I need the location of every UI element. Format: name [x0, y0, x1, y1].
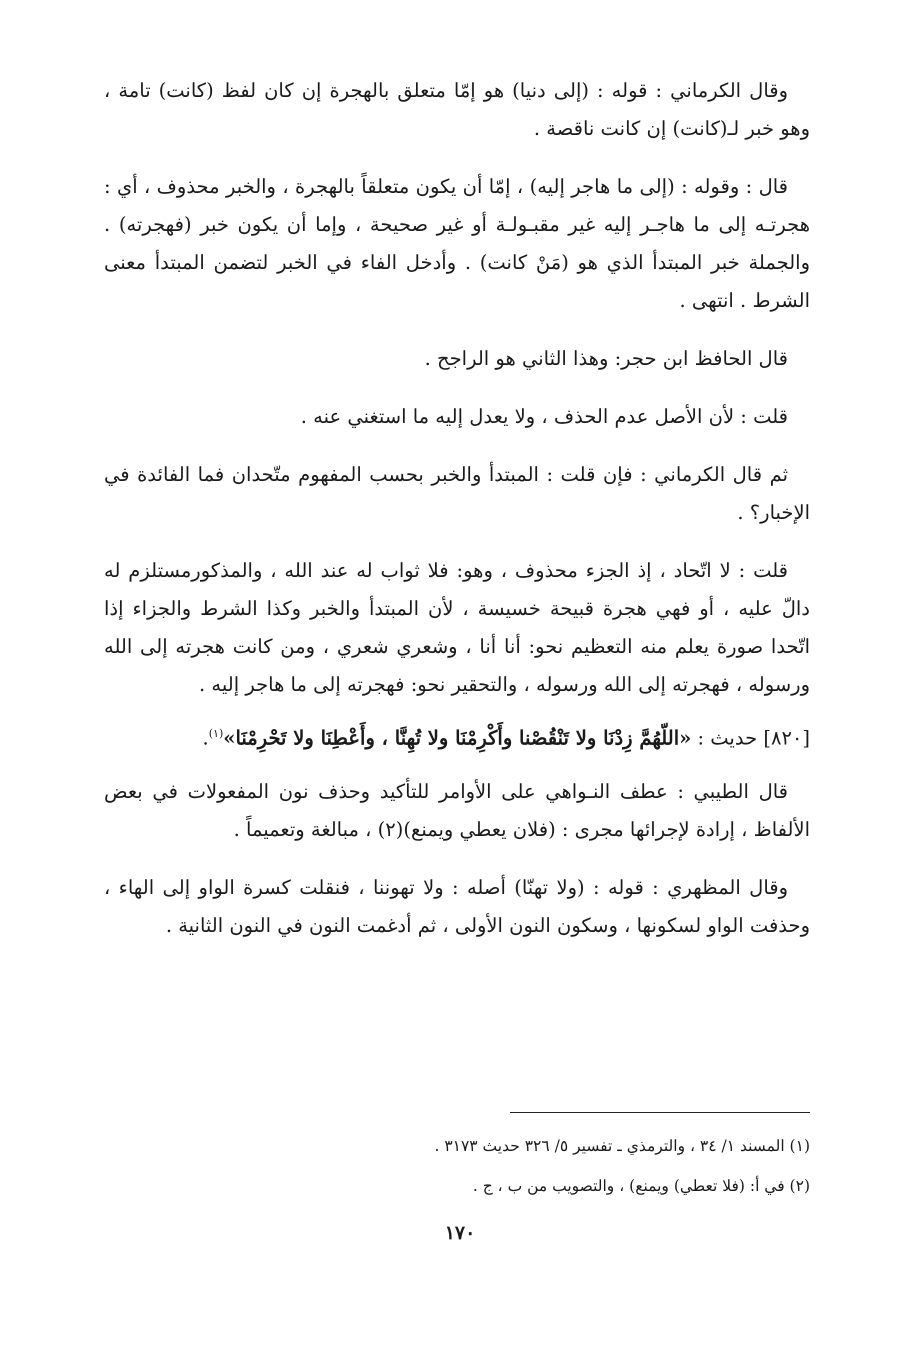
footnote-2: (٢) في أ: (فلا تعطي) ويمنع) ، والتصويب من ب ، ج . [472, 1177, 810, 1195]
footnote-divider [510, 1112, 810, 1113]
hadith-footnote-ref: (١) [208, 727, 224, 740]
page-number: ١٧٠ [444, 1222, 476, 1244]
paragraph-ibn-hajar: قال الحافظ ابن حجر: وهذا الثاني هو الراجح . [424, 347, 788, 370]
hadith-entry: [٨٢٠] حديث : «اللّهُمَّ زِدْنَا ولا تَنْقُصْنا وأَكْرِمْنَا ولا تُهِنَّا ، وأَعْطِنَا ولا تَحْرِمْنَا»$^{(١)}$. [202, 726, 810, 750]
paragraph-qultu-1: قلت : لأن الأصل عدم الحذف ، ولا يعدل إليه ما استغني عنه . [300, 405, 788, 428]
paragraph-mazhari: وقال المظهري : قوله : (ولا تهنّا) أصله : ولا تهوننا ، فنقلت كسرة الواو إلى الهاء ، وحذفت الواو لسكونها ، وسكون النون الأولى ، ثم أدغمت النون في النون الثانية . [104, 875, 810, 937]
paragraph-kirmani-1: وقال الكرماني : قوله : (إلى دنيا) هو إمّا متعلق بالهجرة إن كان لفظ (كانت) تامة ، وهو خبر لـ(كانت) إن كانت ناقصة . [104, 79, 810, 140]
hadith-text: «اللّهُمَّ زِدْنَا ولا تَنْقُصْنا وأَكْرِمْنَا ولا تُهِنَّا ، وأَعْطِنَا ولا تَحْرِمْنَا» [223, 726, 692, 750]
hadith-number: [٨٢٠] [763, 726, 810, 750]
main-text [104, 72, 810, 965]
paragraph-kirmani-question: ثم قال الكرماني : فإن قلت : المبتدأ والخبر بحسب المفهوم متّحدان فما الفائدة في الإخبار؟ . [104, 463, 810, 524]
footnotes [104, 1132, 810, 1212]
footnote-1: (١) المسند ١/ ٣٤ ، والترمذي ـ تفسير ٥/ ٣٢٦ حديث ٣١٧٣ . [434, 1137, 810, 1155]
paragraph-qultu-2: قلت : لا اتّحاد ، إذ الجزء محذوف ، وهو: فلا ثواب له عند الله ، والمذكورمستلزم له دالّ عليه ، أو فهي هجرة قبيحة خسيسة ، لأن المبتدأ والخبر وكذا الشرط والجزاء إذا اتّحدا صورة يعلم منه التعظيم نحو: أنا أنا ، وشعري شعري ، ومن كانت هجرته إلى الله ورسوله ، فهجرته إلى الله ورسوله ، والتحقير نحو: فهجرته إلى ما هاجر إليه . [104, 559, 810, 696]
paragraph-tibi: قال الطيبي : عطف النـواهي على الأوامر للتأكيد وحذف نون المفعولات في بعض الألفاظ ، إرادة لإجرائها مجرى : (فلان يعطي ويمنع)(٢) ، مبالغة وتعميماً . [104, 779, 810, 841]
paragraph-kirmani-2: قال : وقوله : (إلى ما هاجر إليه) ، إمّا أن يكون متعلقاً بالهجرة ، والخبر محذوف ، أي : هجرتـه إلى ما هاجـر إليه غير مقبـولـة أو غير صحيحة ، وإما أن يكون خبر (فهجرته) . والجملة خبر المبتدأ الذي هو (مَنْ كانت) . وأدخل الفاء في الخبر لتضمن المبتدأ معنى الشرط . انتهى . [104, 175, 810, 312]
hadith-label: حديث : [697, 726, 758, 750]
